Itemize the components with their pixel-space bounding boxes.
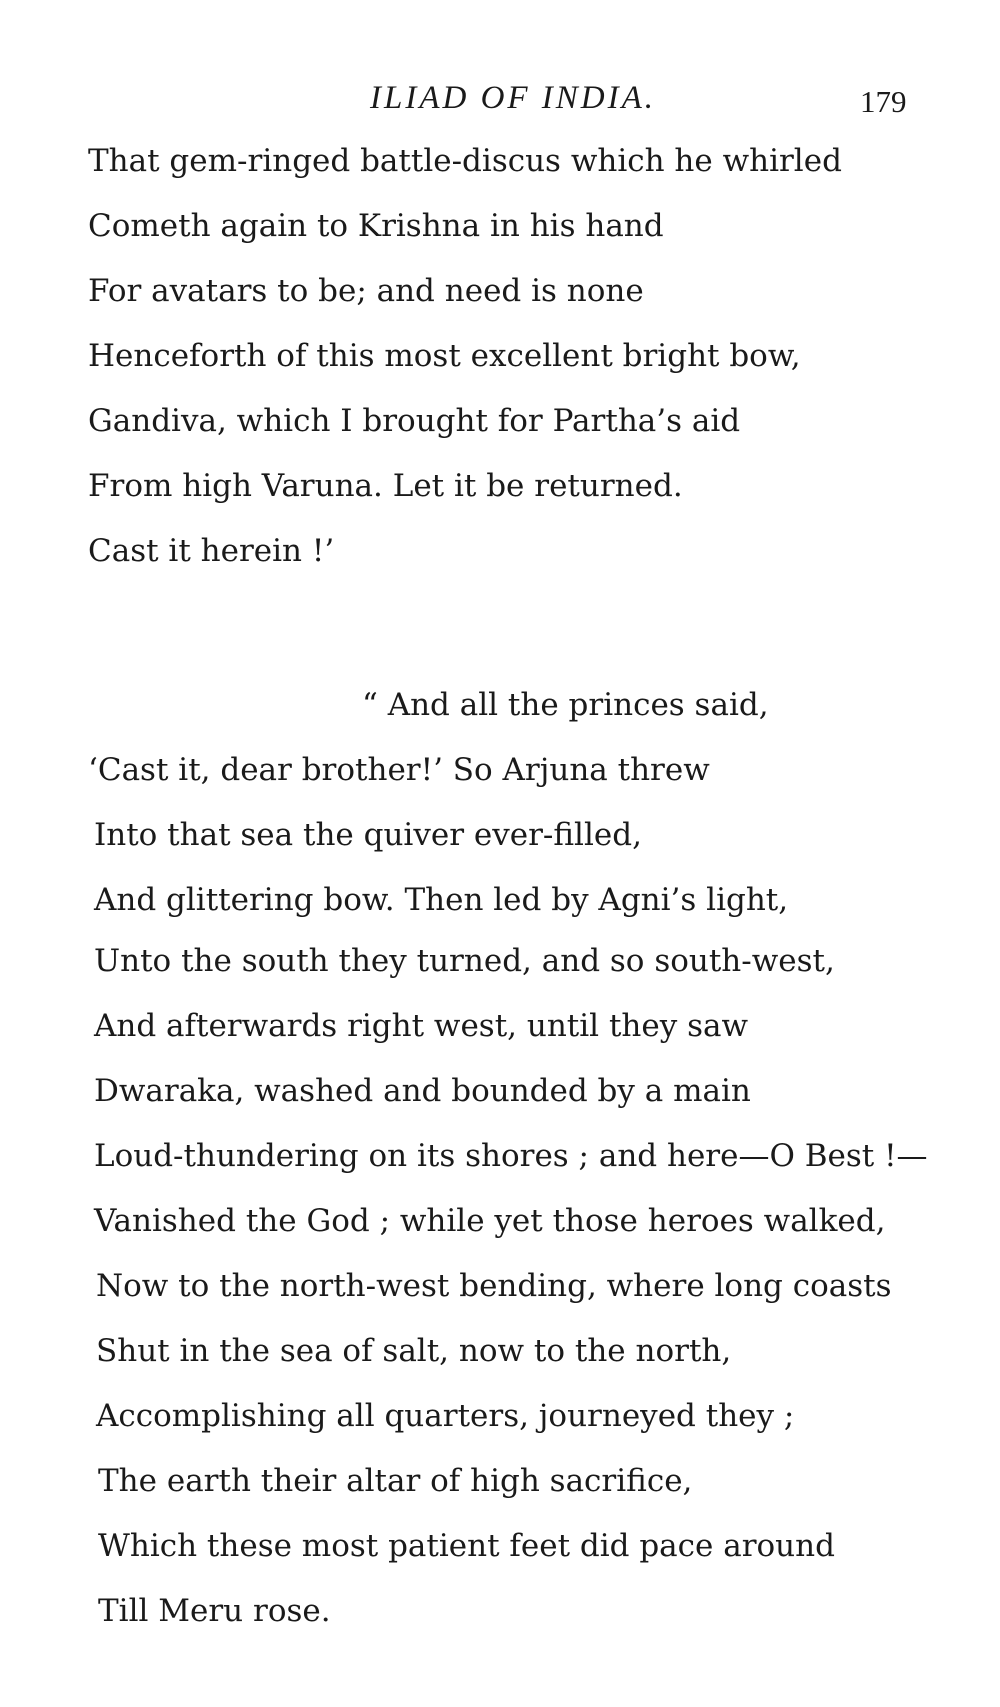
verse-line: Into that sea the quiver ever-filled, [94, 817, 642, 853]
verse-line: Dwaraka, washed and bounded by a main [94, 1073, 751, 1109]
verse-line: That gem-ringed battle-discus which he whirled [88, 143, 842, 179]
verse-line: For avatars to be; and need is none [88, 273, 644, 309]
verse-line: Accomplishing all quarters, journeyed they ; [96, 1398, 795, 1434]
verse-line: Till Meru rose. [98, 1593, 331, 1629]
verse-line: And glittering bow. Then led by Agni’s light, [94, 882, 789, 918]
verse-line: And afterwards right west, until they saw [94, 1008, 749, 1044]
verse-line: Loud-thundering on its shores ; and here—O Best !— [94, 1138, 928, 1174]
running-title: ILIAD OF INDIA. [370, 80, 657, 116]
verse-line-indented: “ And all the princes said, [362, 687, 769, 723]
verse-line: Vanished the God ; while yet those heroes walked, [94, 1203, 886, 1239]
verse-line: Which these most patient feet did pace around [98, 1528, 835, 1564]
verse-line: Shut in the sea of salt, now to the north, [96, 1333, 732, 1369]
verse-line: ‘Cast it, dear brother!’ So Arjuna threw [88, 752, 710, 788]
verse-line: Now to the north-west bending, where long coasts [96, 1268, 892, 1304]
verse-line: Henceforth of this most excellent bright bow, [88, 338, 801, 374]
verse-line: Cometh again to Krishna in his hand [88, 208, 664, 244]
page-number: 179 [860, 84, 907, 119]
verse-line: From high Varuna. Let it be returned. [88, 468, 683, 504]
page-header [0, 72, 1000, 122]
verse-line: Cast it herein !’ [88, 533, 335, 569]
verse-line: Unto the south they turned, and so south-west, [94, 943, 835, 979]
verse-line: The earth their altar of high sacrifice, [98, 1463, 693, 1499]
verse-line: Gandiva, which I brought for Partha’s aid [88, 403, 741, 439]
